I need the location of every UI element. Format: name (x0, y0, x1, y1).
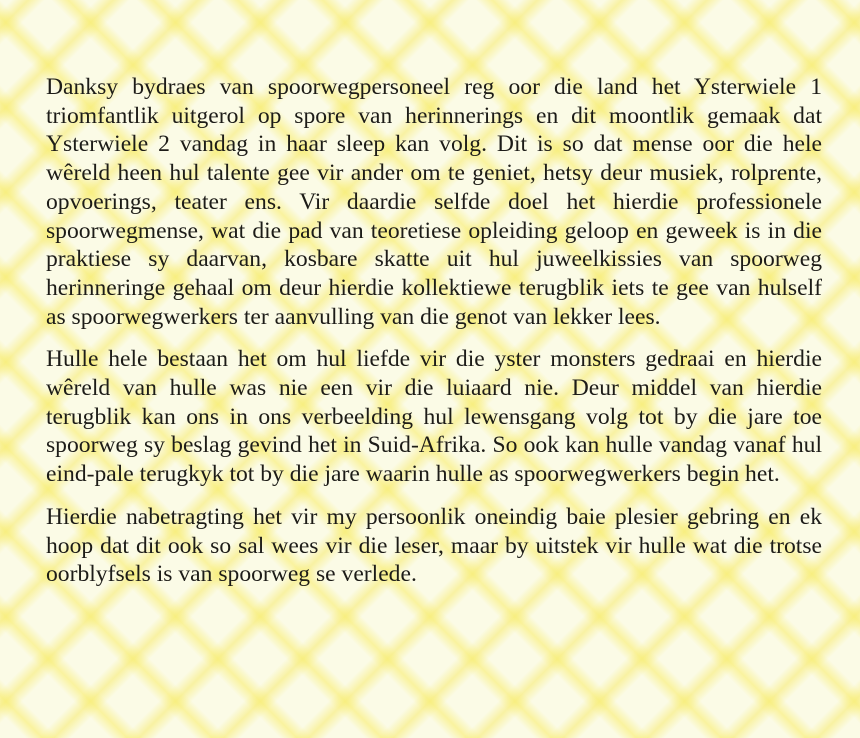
paragraph-3: Hierdie nabetragting het vir my persoonlik oneindig baie plesier gebring en ek hoop dat dit ook so sal wees vir die leser, maar by uitstek vir hulle wat die trotse oorblyfsels is van spoorweg se verlede. (46, 503, 822, 588)
paragraph-2: Hulle hele bestaan het om hul liefde vir die yster monsters gedraai en hierdie wêreld van hulle was nie een vir die luiaard nie. Deur middel van hierdie terugblik kan ons in ons verbeelding hul lewensgang volg tot by die jare toe spoorweg sy beslag gevind het in Suid-Afrika. So ook kan hulle vandag vanaf hul eind-pale terugkyk tot by die jare waarin hulle as spoorwegwerkers begin het. (46, 346, 822, 488)
document-body (46, 73, 822, 589)
paragraph-1: Danksy bydraes van spoorwegpersoneel reg oor die land het Ysterwiele 1 triomfantlik uitgerol op spore van herinnerings en dit moontlik gemaak dat Ysterwiele 2 vandag in haar sleep kan volg. Dit is so dat mense oor die hele wêreld heen hul talente gee vir ander om te geniet, hetsy deur musiek, rolprente, opvoerings, teater ens. Vir daardie selfde doel het hierdie professionele spoorwegmense, wat die pad van teoretiese opleiding geloop en geweek is in die praktiese sy daarvan, kosbare skatte uit hul juweelkissies van spoorweg herinneringe gehaal om deur hierdie kollektiewe terugblik iets te gee van hulself as spoorwegwerkers ter aanvulling van die genot van lekker lees. (46, 74, 822, 330)
